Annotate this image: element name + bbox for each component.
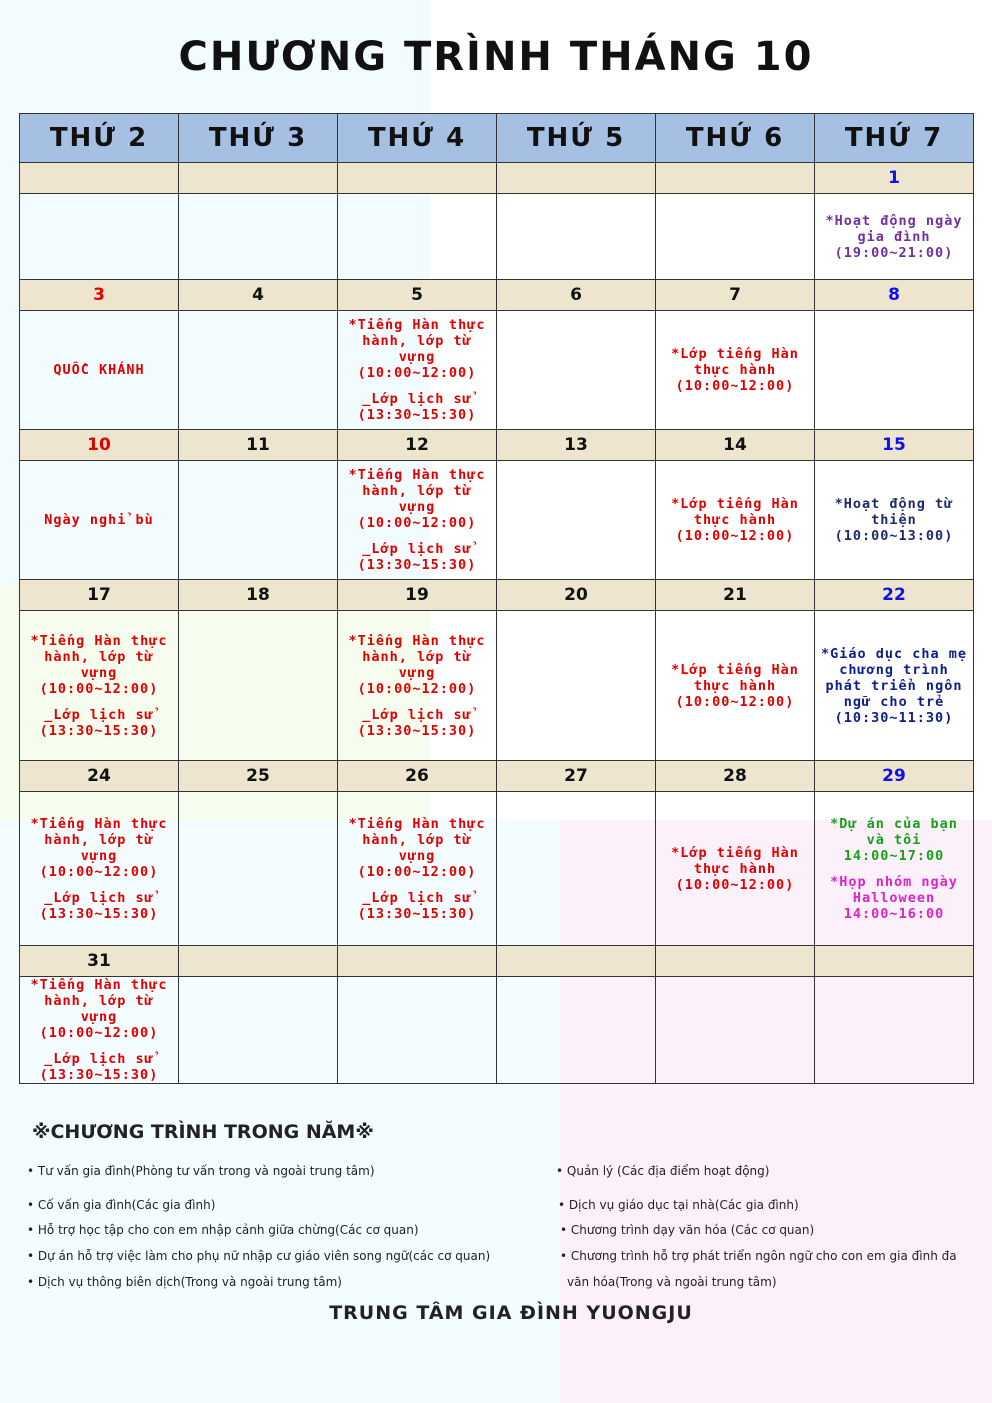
- yearly-program-item: • Tư vấn gia đình(Phòng tư vấn trong và ngoài trung tâm): [27, 1164, 375, 1178]
- day-cell: [338, 611, 497, 761]
- day-cell: [497, 311, 656, 430]
- event-text-line: Ngày nghỉ bù: [44, 512, 154, 528]
- date-row: [20, 946, 974, 977]
- day-cell: [815, 194, 974, 280]
- day-cell: [497, 194, 656, 280]
- event-entry: [20, 816, 178, 880]
- date-number: 6: [497, 280, 656, 311]
- yearly-program-item: • Cố vấn gia đình(Các gia đình): [27, 1198, 216, 1212]
- page-title: CHƯƠNG TRÌNH THÁNG 10: [178, 34, 814, 80]
- event-text-line: ngữ cho trẻ: [843, 693, 945, 710]
- day-cell: [497, 792, 656, 946]
- event-entry: [815, 816, 973, 864]
- event-text-line: (10:00~12:00): [357, 863, 477, 880]
- day-cell: [179, 194, 338, 280]
- event-entry: [338, 890, 496, 922]
- date-number: 14: [656, 430, 815, 461]
- event-text-line: *Tiếng Hàn thực: [30, 632, 168, 649]
- event-entry: [656, 346, 814, 394]
- event-text-line: phát triển ngôn: [825, 677, 963, 694]
- event-text-line: *Lớp tiếng Hàn: [671, 346, 799, 362]
- yearly-program-item: văn hóa(Trong và ngoài trung tâm): [567, 1275, 777, 1289]
- event-text-line: *Lớp tiếng Hàn: [671, 496, 799, 512]
- day-cell: [20, 977, 179, 1084]
- event-text-line: gia đình: [857, 228, 931, 245]
- date-number: 3: [20, 280, 179, 311]
- event-text-line: hành, lớp từ vựng: [362, 648, 472, 681]
- event-text-line: (13:30~15:30): [357, 407, 477, 423]
- event-entry: [20, 1051, 178, 1083]
- event-entry: [338, 541, 496, 573]
- day-cell: [179, 311, 338, 430]
- event-text-line: (13:30~15:30): [357, 905, 477, 922]
- event-text-line: (10:00~12:00): [39, 680, 159, 697]
- date-number: 31: [20, 946, 179, 977]
- weekday-header: THỨ 6: [656, 114, 815, 163]
- event-text-line: _Lớp lịch sử: [44, 706, 154, 723]
- date-number: [179, 946, 338, 977]
- weekday-header-row: [20, 114, 974, 163]
- day-cell: [656, 311, 815, 430]
- date-number: [20, 163, 179, 194]
- yearly-program-item: • Hỗ trợ học tập cho con em nhập cảnh giữa chừng(Các cơ quan): [27, 1223, 419, 1237]
- weekday-header: THỨ 4: [338, 114, 497, 163]
- date-row: [20, 580, 974, 611]
- date-number: [338, 163, 497, 194]
- center-name-footer: TRUNG TÂM GIA ĐÌNH YUONGJU: [329, 1302, 693, 1324]
- event-text-line: *Lớp tiếng Hàn: [671, 844, 799, 861]
- date-number: [656, 163, 815, 194]
- event-text-line: thực hành: [693, 860, 777, 877]
- event-text-line: _Lớp lịch sử: [362, 706, 472, 723]
- event-text-line: *Lớp tiếng Hàn: [671, 661, 799, 678]
- event-text-line: (13:30~15:30): [357, 557, 477, 573]
- date-number: 25: [179, 761, 338, 792]
- event-text-line: (13:30~15:30): [39, 905, 159, 922]
- event-entry: [338, 317, 496, 381]
- event-entry: [815, 496, 973, 544]
- event-entry: [20, 707, 178, 739]
- day-cell: [656, 461, 815, 580]
- weekday-header: THỨ 3: [179, 114, 338, 163]
- yearly-program-item: • Chương trình dạy văn hóa (Các cơ quan): [560, 1223, 815, 1237]
- events-row: [20, 194, 974, 280]
- date-number: [497, 163, 656, 194]
- day-cell: [20, 792, 179, 946]
- event-text-line: *Tiếng Hàn thực: [30, 815, 168, 832]
- event-text-line: *Tiếng Hàn thực: [30, 977, 168, 993]
- event-entry: [20, 512, 178, 528]
- event-text-line: _Lớp lịch sử: [44, 1051, 154, 1067]
- date-number: 7: [656, 280, 815, 311]
- day-cell: [815, 977, 974, 1084]
- event-text-line: Halloween: [852, 889, 936, 906]
- event-text-line: (13:30~15:30): [39, 722, 159, 739]
- weekday-header: THỨ 7: [815, 114, 974, 163]
- date-number: [656, 946, 815, 977]
- event-text-line: (13:30~15:30): [39, 1067, 159, 1083]
- event-entry: [338, 816, 496, 880]
- yearly-program-item: • Dịch vụ thông biên dịch(Trong và ngoài trung tâm): [27, 1275, 342, 1289]
- event-entry: [20, 890, 178, 922]
- event-text-line: *Tiếng Hàn thực: [348, 467, 486, 483]
- yearly-program-item: • Dịch vụ giáo dục tại nhà(Các gia đình): [558, 1198, 799, 1212]
- date-number: [179, 163, 338, 194]
- yearly-program-item: • Quản lý (Các địa điểm hoạt động): [556, 1164, 770, 1178]
- event-entry: [338, 707, 496, 739]
- events-row: [20, 611, 974, 761]
- event-entry: [20, 977, 178, 1041]
- yearly-programs-title: ※CHƯƠNG TRÌNH TRONG NĂM※: [32, 1121, 374, 1143]
- weekday-header: THỨ 2: [20, 114, 179, 163]
- day-cell: [20, 311, 179, 430]
- event-text-line: _Lớp lịch sử: [44, 889, 154, 906]
- event-text-line: (10:00~12:00): [675, 876, 795, 893]
- event-text-line: (10:00~12:00): [357, 365, 477, 381]
- day-cell: [338, 461, 497, 580]
- event-entry: [815, 213, 973, 261]
- date-number: 11: [179, 430, 338, 461]
- event-text-line: hành, lớp từ vựng: [44, 993, 154, 1025]
- day-cell: [179, 461, 338, 580]
- event-text-line: thực hành: [693, 512, 777, 528]
- date-number: [497, 946, 656, 977]
- event-text-line: hành, lớp từ vựng: [362, 333, 472, 365]
- event-text-line: chương trình: [839, 661, 949, 678]
- calendar-table: [19, 113, 974, 1084]
- event-text-line: và tôi: [866, 831, 922, 848]
- date-row: [20, 163, 974, 194]
- event-text-line: _Lớp lịch sử: [362, 391, 472, 407]
- event-text-line: (10:00~12:00): [39, 863, 159, 880]
- events-row: [20, 977, 974, 1084]
- day-cell: [815, 311, 974, 430]
- event-text-line: 14:00~17:00: [843, 847, 945, 864]
- event-text-line: thiện: [871, 512, 917, 528]
- event-entry: [338, 633, 496, 697]
- event-text-line: thực hành: [693, 362, 777, 378]
- yearly-program-item: • Dự án hỗ trợ việc làm cho phụ nữ nhập cư giáo viên song ngữ(các cơ quan): [27, 1249, 491, 1263]
- day-cell: [815, 611, 974, 761]
- event-entry: [815, 874, 973, 922]
- date-number: 20: [497, 580, 656, 611]
- date-number: 27: [497, 761, 656, 792]
- event-text-line: hành, lớp từ vựng: [362, 831, 472, 864]
- date-number: 4: [179, 280, 338, 311]
- event-entry: [656, 662, 814, 710]
- day-cell: [497, 977, 656, 1084]
- events-row: [20, 311, 974, 430]
- date-number: 12: [338, 430, 497, 461]
- date-number: 26: [338, 761, 497, 792]
- event-text-line: *Họp nhóm ngày: [830, 873, 958, 890]
- day-cell: [20, 461, 179, 580]
- day-cell: [338, 194, 497, 280]
- event-text-line: (10:00~12:00): [357, 680, 477, 697]
- yearly-program-item: • Chương trình hỗ trợ phát triển ngôn ngữ cho con em gia đình đa: [560, 1249, 957, 1263]
- date-number: 15: [815, 430, 974, 461]
- event-text-line: *Tiếng Hàn thực: [348, 317, 486, 333]
- event-text-line: hành, lớp từ vựng: [44, 648, 154, 681]
- date-number: 21: [656, 580, 815, 611]
- event-text-line: _Lớp lịch sử: [362, 889, 472, 906]
- event-text-line: (10:30~11:30): [834, 709, 954, 726]
- date-row: [20, 430, 974, 461]
- event-text-line: (10:00~12:00): [675, 693, 795, 710]
- day-cell: [656, 194, 815, 280]
- event-text-line: (10:00~13:00): [834, 528, 954, 544]
- date-number: 13: [497, 430, 656, 461]
- date-number: 17: [20, 580, 179, 611]
- date-number: 1: [815, 163, 974, 194]
- event-text-line: thực hành: [693, 677, 777, 694]
- day-cell: [179, 977, 338, 1084]
- event-entry: [656, 496, 814, 544]
- event-text-line: *Tiếng Hàn thực: [348, 815, 486, 832]
- event-text-line: 14:00~16:00: [843, 905, 945, 922]
- day-cell: [179, 792, 338, 946]
- date-number: 5: [338, 280, 497, 311]
- day-cell: [815, 792, 974, 946]
- event-text-line: (10:00~12:00): [675, 378, 795, 394]
- date-row: [20, 761, 974, 792]
- date-number: 8: [815, 280, 974, 311]
- day-cell: [497, 611, 656, 761]
- date-number: 22: [815, 580, 974, 611]
- events-row: [20, 792, 974, 946]
- event-text-line: *Hoạt động ngày: [825, 212, 963, 229]
- day-cell: [179, 611, 338, 761]
- event-text-line: (10:00~12:00): [39, 1025, 159, 1041]
- event-entry: [20, 362, 178, 378]
- event-entry: [656, 845, 814, 893]
- event-text-line: (19:00~21:00): [834, 244, 954, 261]
- day-cell: [656, 977, 815, 1084]
- day-cell: [338, 977, 497, 1084]
- day-cell: [20, 194, 179, 280]
- event-text-line: QUỐC KHÁNH: [53, 362, 145, 378]
- event-entry: [338, 391, 496, 423]
- event-entry: [815, 646, 973, 726]
- date-number: 28: [656, 761, 815, 792]
- day-cell: [338, 311, 497, 430]
- weekday-header: THỨ 5: [497, 114, 656, 163]
- event-entry: [338, 467, 496, 531]
- day-cell: [656, 611, 815, 761]
- day-cell: [20, 611, 179, 761]
- event-text-line: hành, lớp từ vựng: [44, 831, 154, 864]
- events-row: [20, 461, 974, 580]
- event-text-line: *Tiếng Hàn thực: [348, 632, 486, 649]
- event-text-line: (13:30~15:30): [357, 722, 477, 739]
- date-number: [815, 946, 974, 977]
- calendar-body: [20, 163, 974, 1084]
- day-cell: [497, 461, 656, 580]
- event-entry: [20, 633, 178, 697]
- event-text-line: (10:00~12:00): [357, 515, 477, 531]
- date-number: 29: [815, 761, 974, 792]
- event-text-line: hành, lớp từ vựng: [362, 483, 472, 515]
- event-text-line: _Lớp lịch sử: [362, 541, 472, 557]
- day-cell: [656, 792, 815, 946]
- date-number: 18: [179, 580, 338, 611]
- event-text-line: *Hoạt động từ: [834, 496, 954, 512]
- date-number: 24: [20, 761, 179, 792]
- date-row: [20, 280, 974, 311]
- day-cell: [338, 792, 497, 946]
- date-number: 10: [20, 430, 179, 461]
- date-number: [338, 946, 497, 977]
- day-cell: [815, 461, 974, 580]
- date-number: 19: [338, 580, 497, 611]
- event-text-line: *Giáo dục cha mẹ: [820, 645, 968, 662]
- event-text-line: (10:00~12:00): [675, 528, 795, 544]
- event-text-line: *Dự án của bạn: [830, 815, 958, 832]
